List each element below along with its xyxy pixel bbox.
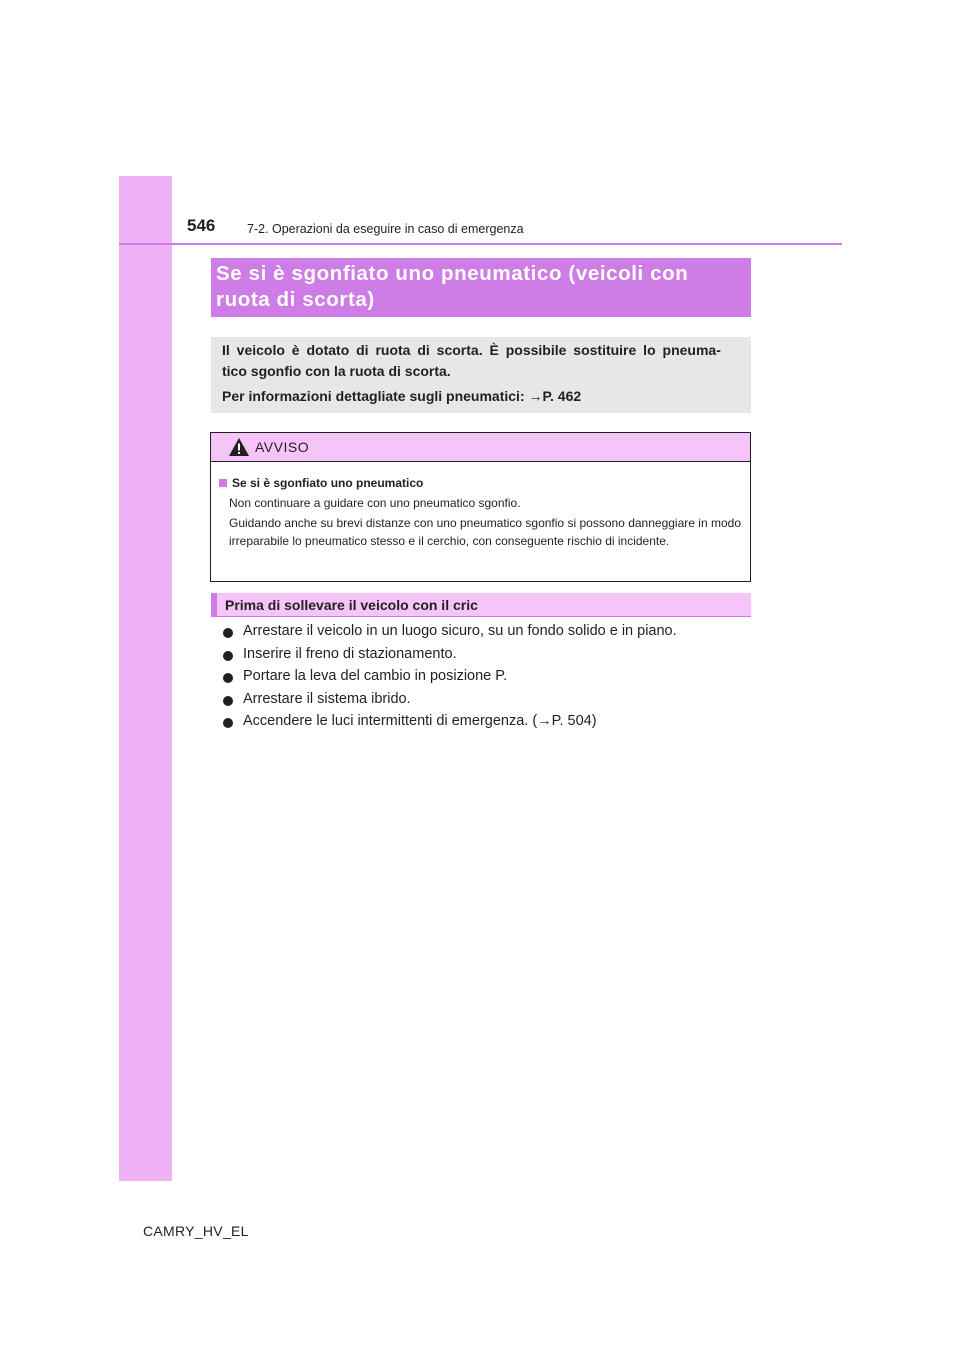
warning-paragraph: Guidando anche su brevi distanze con uno pneumatico sgonfio si possono danneggiare in modo irreparabile lo pneumatico stesso e il cerchio, con conseguente rischio di incidente. — [229, 516, 741, 548]
list-item — [221, 691, 677, 714]
header-rule — [119, 243, 842, 245]
section-title: Se si è sgonfiato uno pneumatico (veicoli con ruota di scorta) — [216, 262, 689, 311]
intro-line: Il veicolo è dotato di ruota di scorta. È possibile sostituire lo pneuma- — [222, 342, 721, 358]
subsection-header — [211, 593, 751, 617]
square-bullet-icon — [219, 479, 227, 487]
subsection-title: Prima di sollevare il veicolo con il cric — [225, 597, 478, 613]
list-item — [221, 623, 677, 646]
chapter-title: 7-2. Operazioni da eseguire in caso di emergenza — [247, 222, 524, 236]
warning-triangle-icon — [228, 437, 250, 457]
bullet-dot-icon — [223, 673, 233, 683]
intro-line: tico sgonfio con la ruota di scorta. — [222, 363, 451, 379]
list-item — [221, 713, 677, 736]
page-number: 546 — [187, 216, 216, 235]
warning-heading-text: Se si è sgonfiato uno pneumatico — [232, 476, 424, 490]
document-code: CAMRY_HV_EL — [143, 1223, 249, 1239]
step-text: Arrestare il sistema ibrido. — [243, 690, 411, 707]
chapter-side-tab — [119, 176, 172, 1181]
list-item — [221, 668, 677, 691]
warning-paragraph: Non continuare a guidare con uno pneumatico sgonfio. — [229, 496, 521, 510]
list-item — [221, 646, 677, 669]
step-list — [221, 623, 677, 736]
warning-header — [211, 433, 750, 462]
section-title-band — [211, 258, 751, 317]
bullet-dot-icon — [223, 718, 233, 728]
step-text-with-reference[interactable]: Accendere le luci intermittenti di emergenza. (→P. 504) — [243, 713, 597, 729]
intro-reference-link[interactable]: Per informazioni dettagliate sugli pneumatici: →P. 462 — [222, 388, 582, 404]
warning-title: AVVISO — [255, 439, 310, 455]
warning-heading — [219, 476, 423, 490]
subsection-underline — [211, 616, 751, 617]
bullet-dot-icon — [223, 651, 233, 661]
warning-box — [210, 432, 751, 582]
step-text: Inserire il freno di stazionamento. — [243, 645, 457, 662]
intro-box — [211, 337, 751, 413]
step-text: Portare la leva del cambio in posizione P. — [243, 668, 508, 684]
bullet-dot-icon — [223, 696, 233, 706]
bullet-dot-icon — [223, 628, 233, 638]
subsection-accent-bar — [211, 593, 217, 617]
step-text: Arrestare il veicolo in un luogo sicuro, su un fondo solido e in piano. — [243, 623, 677, 639]
